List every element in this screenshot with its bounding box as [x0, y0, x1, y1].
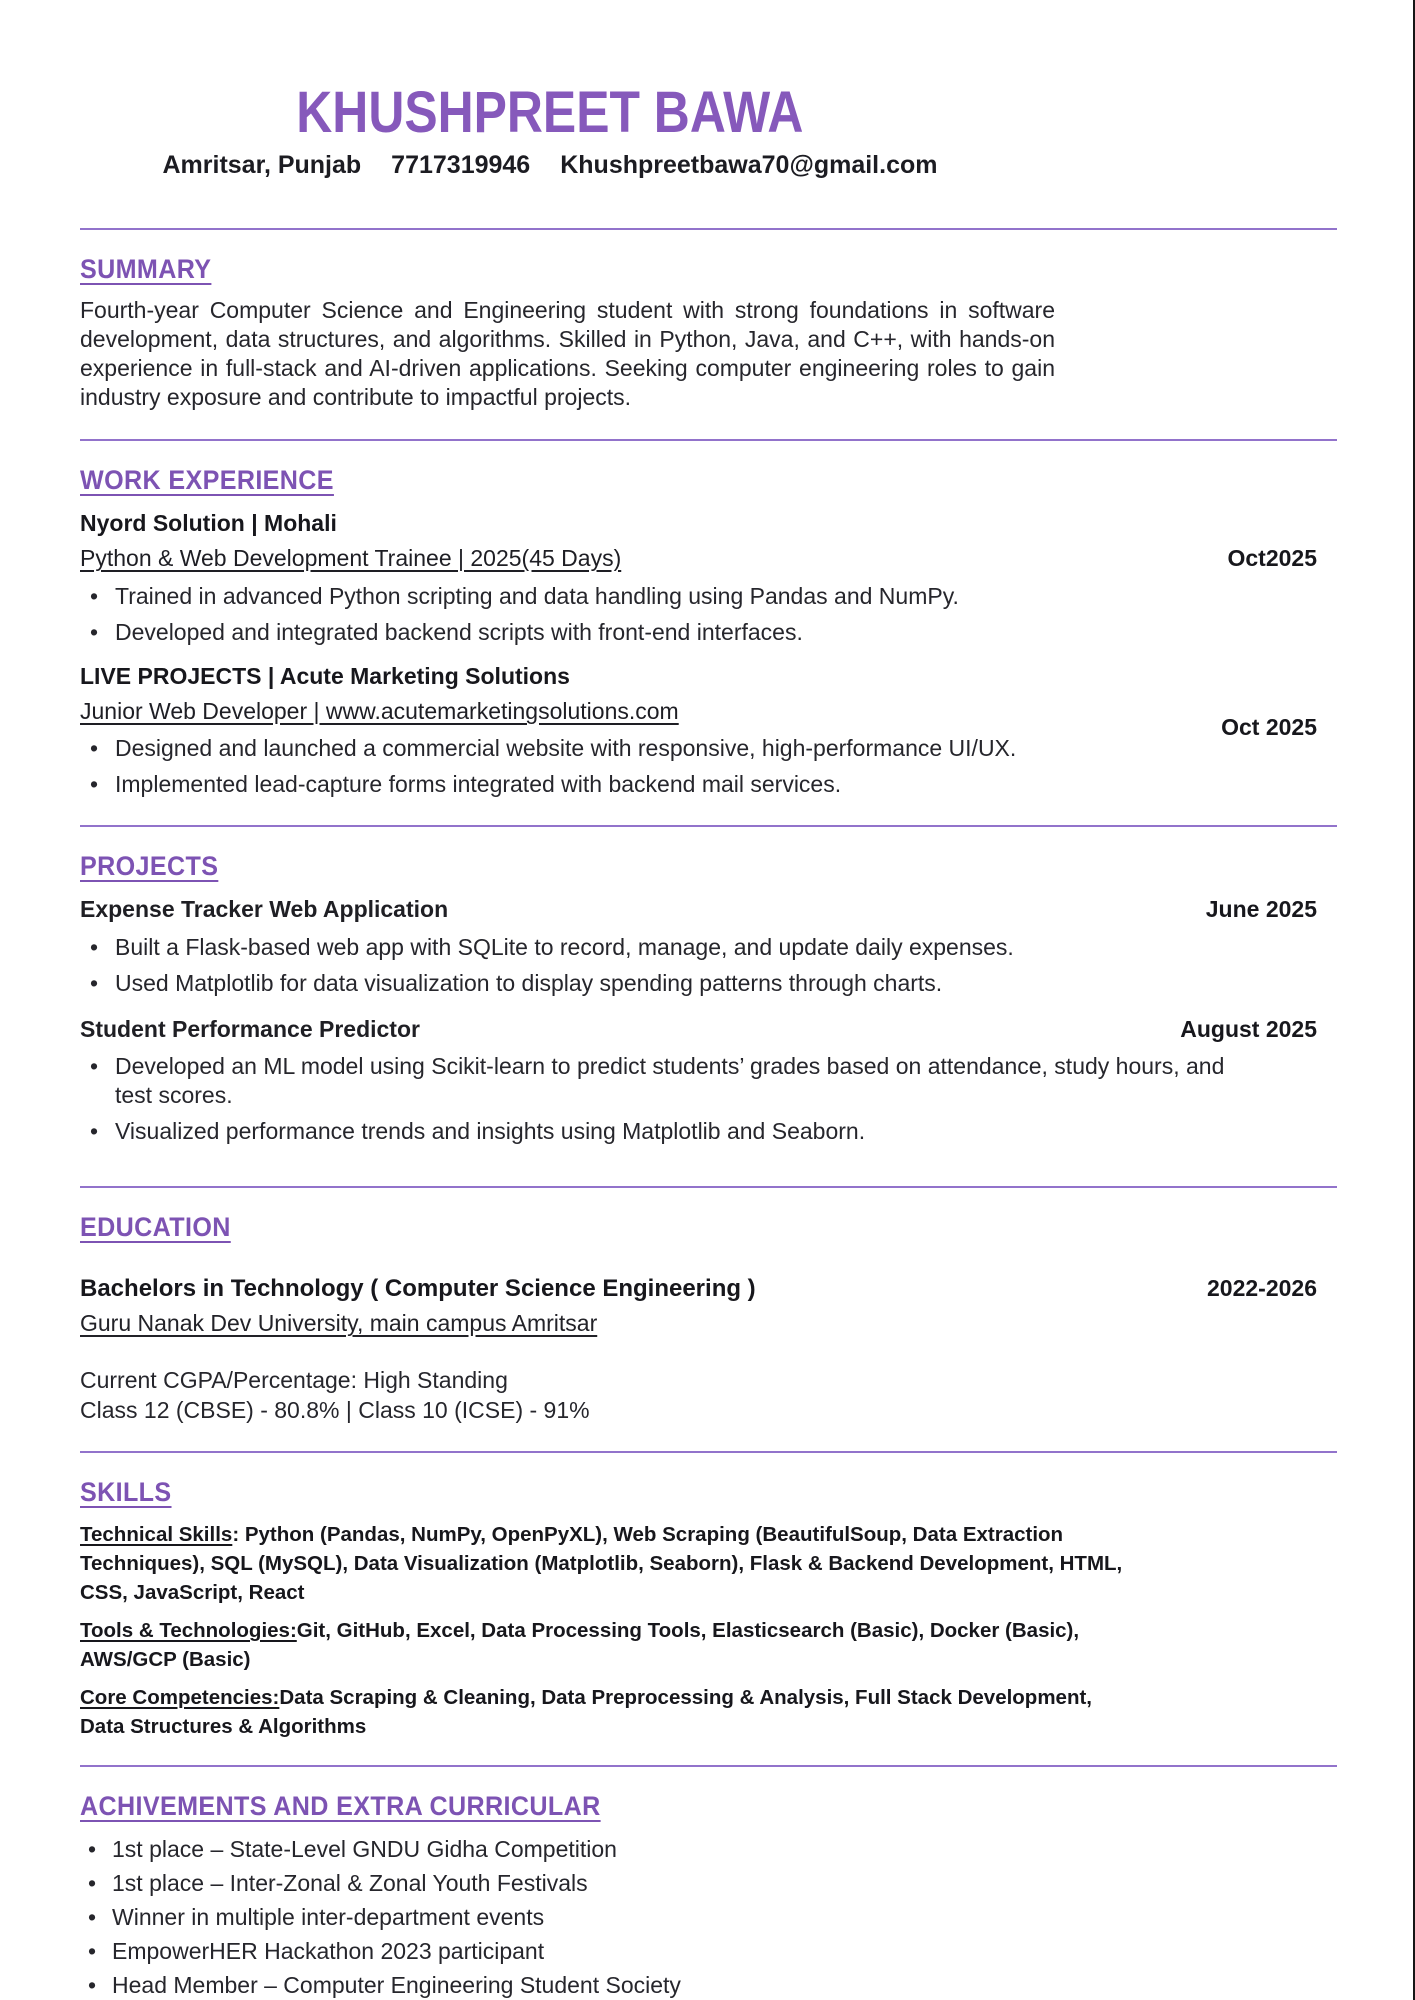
bullet-item: • Developed and integrated backend scripts with front-end interfaces. — [88, 618, 1248, 647]
bullet-item: • Implemented lead-capture forms integrated with backend mail services. — [88, 770, 1248, 799]
skills-group — [80, 1683, 1125, 1741]
section-achievements — [80, 1793, 1337, 1998]
achievement-item: • 1st place – State-Level GNDU Gidha Competition — [86, 1836, 1246, 1862]
section-divider — [80, 228, 1337, 230]
project-entry — [80, 896, 1337, 997]
contact-email: Khushpreetbawa70@gmail.com — [560, 150, 938, 179]
section-divider — [80, 439, 1337, 441]
bullet-item: • Used Matplotlib for data visualization to display spending patterns through charts. — [88, 969, 1248, 998]
job-entry — [80, 663, 1337, 800]
job-company: LIVE PROJECTS | Acute Marketing Solutions — [80, 662, 570, 689]
contact-line — [80, 151, 1020, 180]
project-bullet-list — [88, 1052, 1233, 1146]
project-entry — [80, 1016, 1337, 1146]
contact-phone: 7717319946 — [391, 150, 531, 179]
projects-heading: PROJECTS — [80, 851, 219, 882]
work-heading: WORK EXPERIENCE — [80, 464, 334, 495]
achievements-list — [86, 1836, 1246, 1998]
education-heading: EDUCATION — [80, 1212, 231, 1243]
section-education — [80, 1214, 1337, 1425]
summary-heading: SUMMARY — [80, 253, 212, 284]
education-degree: Bachelors in Technology ( Computer Science Engineering ) — [80, 1275, 756, 1303]
education-scores — [80, 1365, 1337, 1425]
achievement-item: • Winner in multiple inter-department events — [86, 1904, 1246, 1930]
project-date: August 2025 — [1180, 1015, 1317, 1042]
education-date: 2022-2026 — [1207, 1275, 1317, 1302]
skills-group-text: Python (Pandas, NumPy, OpenPyXL), Web Scraping (BeautifulSoup, Data Extraction Techniques), SQL (MySQL), Data Visualization (Matplotlib, Seaborn), Flask & Backend Development, HTML, CSS, JavaScript, React — [80, 1523, 1123, 1605]
bullet-item: • Visualized performance trends and insights using Matplotlib and Seaborn. — [88, 1117, 1233, 1146]
education-cgpa: Current CGPA/Percentage: High Standing — [80, 1367, 508, 1394]
section-divider — [80, 1186, 1337, 1188]
skills-group-text: Git, GitHub, Excel, Data Processing Tools, Elasticsearch (Basic), Docker (Basic), AWS/GCP (Basic) — [80, 1619, 1080, 1672]
contact-location: Amritsar, Punjab — [162, 150, 362, 179]
skills-group-label: Core Competencies: — [80, 1686, 280, 1710]
project-title-row — [80, 1016, 1317, 1042]
skills-group-label: Technical Skills — [80, 1523, 233, 1547]
job-company: Nyord Solution | Mohali — [80, 509, 337, 536]
project-bullet-list — [88, 933, 1248, 998]
achievement-item: • 1st place – Inter-Zonal & Zonal Youth Festivals — [86, 1870, 1246, 1896]
section-projects — [80, 853, 1337, 1146]
job-date: Oct 2025 — [1221, 713, 1317, 740]
section-work-experience — [80, 464, 1337, 800]
skills-group — [80, 1616, 1125, 1674]
skills-group-label: Tools & Technologies: — [80, 1619, 297, 1643]
section-divider — [80, 1765, 1337, 1767]
achievements-heading: ACHIVEMENTS AND EXTRA CURRICULAR — [80, 1791, 601, 1822]
bullet-item: • Trained in advanced Python scripting and data handling using Pandas and NumPy. — [88, 582, 1248, 611]
job-title-row — [80, 697, 1317, 740]
section-divider — [80, 825, 1337, 827]
section-divider — [80, 1451, 1337, 1453]
education-degree-row — [80, 1275, 1317, 1303]
achievement-item: • Head Member – Computer Engineering Student Society — [86, 1972, 1246, 1998]
project-title-row — [80, 896, 1317, 922]
education-university: Guru Nanak Dev University, main campus Amritsar — [80, 1310, 598, 1337]
job-bullet-list — [88, 734, 1248, 799]
resume-content — [80, 0, 1337, 2000]
skills-heading: SKILLS — [80, 1477, 172, 1508]
section-skills — [80, 1479, 1337, 1741]
skills-group-sep: : — [232, 1523, 245, 1547]
job-date: Oct2025 — [1227, 545, 1317, 572]
section-summary — [80, 253, 1337, 412]
education-schooling: Class 12 (CBSE) - 80.8% | Class 10 (ICSE) - 91% — [80, 1397, 590, 1424]
bullet-item: • Built a Flask-based web app with SQLite to record, manage, and update daily expenses. — [88, 933, 1248, 962]
summary-text: Fourth-year Computer Science and Engineering student with strong foundations in software development, data structures, and algorithms. Skilled in Python, Java, and C++, with hands-on experience in full-stack and AI-driven applications. Seeking computer engineering roles to gain industry exposure and contribute to impactful projects. — [80, 296, 1055, 410]
skills-group — [80, 1520, 1125, 1607]
skills-group-text: Data Scraping & Cleaning, Data Preprocessing & Analysis, Full Stack Development, Data Structures & Algorithms — [80, 1686, 1093, 1739]
project-date: June 2025 — [1205, 896, 1317, 923]
project-title: Student Performance Predictor — [80, 1015, 420, 1042]
candidate-name: KHUSHPREET BAWA — [296, 80, 804, 145]
job-entry — [80, 510, 1337, 647]
project-title: Expense Tracker Web Application — [80, 896, 449, 923]
job-title: Python & Web Development Trainee | 2025(45 Days) — [80, 545, 622, 572]
job-bullet-list — [88, 582, 1248, 647]
achievement-item: • EmpowerHER Hackathon 2023 participant — [86, 1938, 1246, 1964]
bullet-item: • Designed and launched a commercial website with responsive, high-performance UI/UX. — [88, 734, 1248, 763]
job-title: Junior Web Developer | www.acutemarketingsolutions.com — [80, 697, 679, 724]
bullet-item: • Developed an ML model using Scikit-learn to predict students’ grades based on attendance, study hours, and test scores. — [88, 1052, 1233, 1110]
job-title-row — [80, 545, 1317, 571]
header — [80, 82, 1020, 180]
